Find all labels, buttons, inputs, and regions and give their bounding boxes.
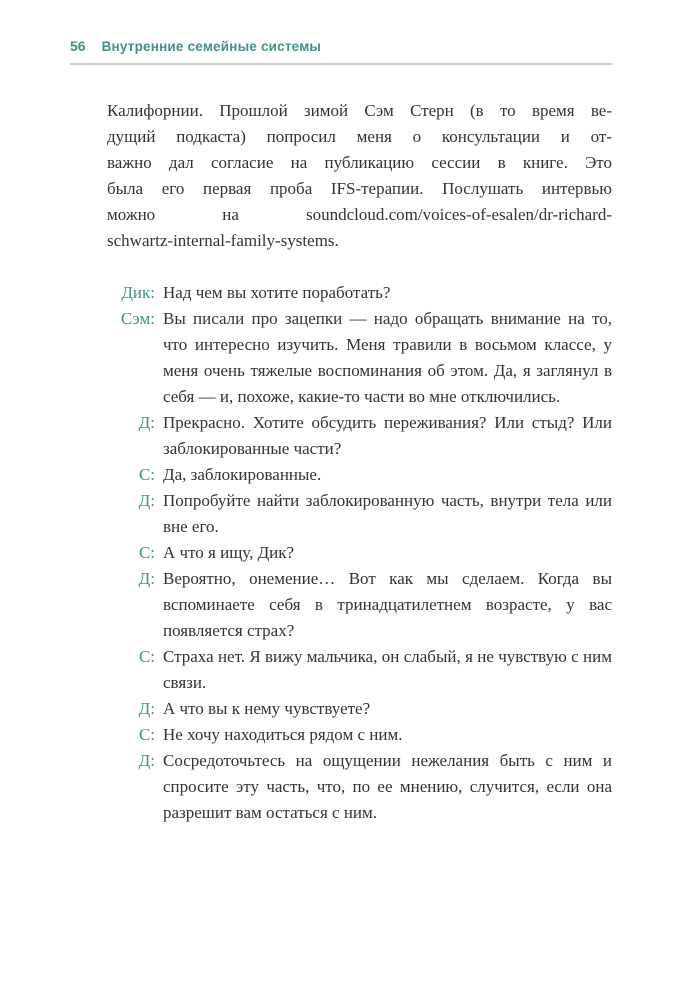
dialogue-item bbox=[107, 410, 612, 462]
header-rule bbox=[70, 63, 612, 65]
dialogue-item bbox=[107, 488, 612, 540]
dialogue-item bbox=[107, 462, 612, 488]
dialogue-item bbox=[107, 644, 612, 696]
dialogue-item bbox=[107, 566, 612, 644]
dialogue-item bbox=[107, 280, 612, 306]
speaker-label: С: bbox=[138, 543, 155, 562]
speaker-label: С: bbox=[138, 647, 155, 666]
utterance-text: А что вы к нему чувствуете? bbox=[163, 699, 371, 718]
speaker-label: С: bbox=[138, 725, 155, 744]
running-head bbox=[70, 38, 612, 54]
speaker-label: Д: bbox=[138, 699, 155, 718]
paragraph-line: дущий подкаста) попросил меня о консультации и от- bbox=[107, 127, 612, 146]
dialogue-item bbox=[107, 540, 612, 566]
header-title: Внутренние семейные системы bbox=[101, 39, 322, 54]
speaker-label: Сэм: bbox=[120, 309, 155, 328]
utterance-text: Над чем вы хотите поработать? bbox=[163, 283, 391, 302]
speaker-label: Д: bbox=[138, 751, 155, 770]
dialogue bbox=[107, 280, 612, 826]
utterance-text: Страха нет. Я вижу мальчика, он слабый, я не чувствую с ним связи. bbox=[163, 647, 612, 692]
dialogue-item bbox=[107, 722, 612, 748]
utterance-text: Попробуйте найти заблокированную часть, внутри тела или вне его. bbox=[163, 491, 612, 536]
paragraph-line: важно дал согласие на публикацию сессии в книге. Это bbox=[107, 153, 612, 172]
paragraph-line: можно на soundcloud.com/voices-of-esalen/dr-richard- bbox=[107, 205, 612, 224]
utterance-text: Сосредоточьтесь на ощущении нежелания быть с ним и спросите эту часть, что, по ее мнению, случится, если она разрешит вам остаться с ним. bbox=[163, 751, 612, 822]
dialogue-item bbox=[107, 696, 612, 722]
utterance-text: А что я ищу, Дик? bbox=[163, 543, 295, 562]
speaker-label: Дик: bbox=[121, 283, 155, 302]
intro-paragraph bbox=[107, 98, 612, 254]
utterance-text: Прекрасно. Хотите обсудить переживания? Или стыд? Или заблокированные части? bbox=[163, 413, 612, 458]
utterance-text: Вероятно, онемение… Вот как мы сделаем. Когда вы вспоминаете себя в тринадцатилетнем возрасте, у вас появляется страх? bbox=[163, 569, 612, 640]
utterance-text: Да, заблокированные. bbox=[163, 465, 322, 484]
paragraph-line: Калифорнии. Прошлой зимой Сэм Стерн (в то время ве- bbox=[107, 101, 612, 120]
speaker-label: Д: bbox=[138, 491, 155, 510]
dialogue-item bbox=[107, 306, 612, 410]
utterance-text: Вы писали про зацепки — надо обращать внимание на то, что интересно изучить. Меня травили в восьмом классе, у меня очень тяжелые воспоминания об этом. Да, я заглянул в себя — и, похоже, какие-то части во мне отключились. bbox=[163, 309, 612, 406]
dialogue-item bbox=[107, 748, 612, 826]
paragraph-line: schwartz-internal-family-systems. bbox=[107, 231, 339, 250]
paragraph-line: была его первая проба IFS-терапии. Послушать интервью bbox=[107, 179, 612, 198]
speaker-label: С: bbox=[138, 465, 155, 484]
speaker-label: Д: bbox=[138, 413, 155, 432]
page-number: 56 bbox=[70, 38, 86, 54]
utterance-text: Не хочу находиться рядом с ним. bbox=[163, 725, 403, 744]
speaker-label: Д: bbox=[138, 569, 155, 588]
